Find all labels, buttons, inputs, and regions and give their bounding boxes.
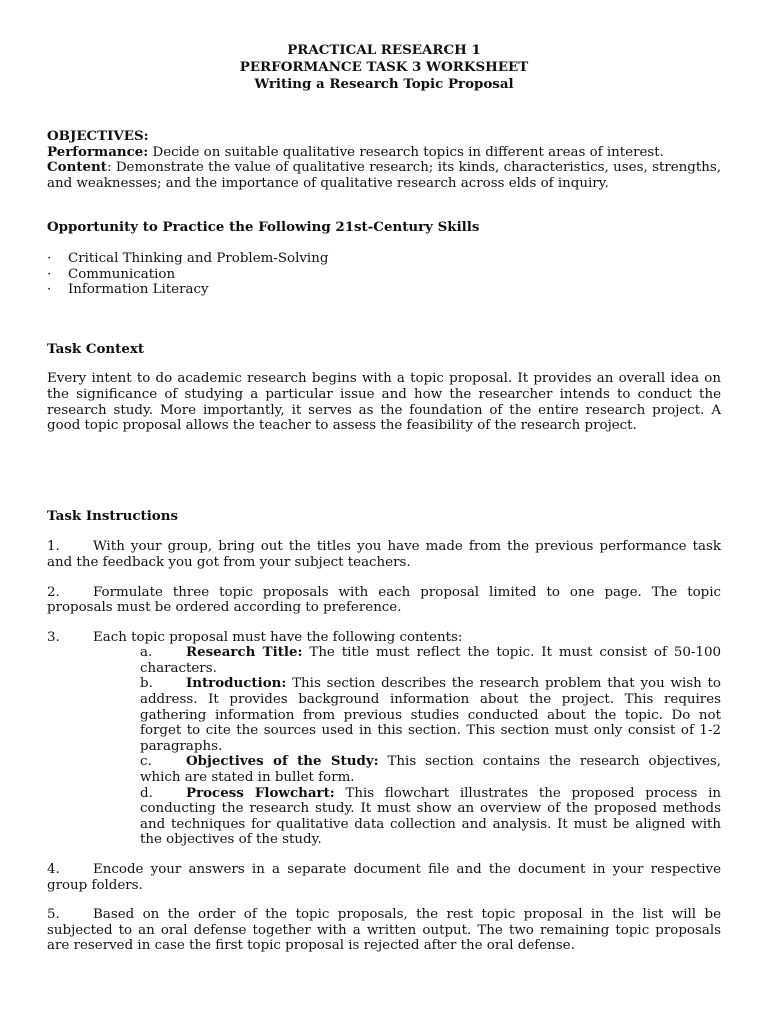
list-item: [140, 754, 721, 785]
objectives-heading: OBJECTIVES:: [47, 128, 149, 144]
step-number: 4.: [47, 862, 60, 877]
list-item: [140, 676, 721, 754]
task-context-heading: Task Context: [47, 340, 145, 357]
step-text: Each topic proposal must have the following contents:: [93, 629, 463, 645]
bullet-icon: ·: [47, 282, 52, 298]
list-item: [47, 267, 721, 283]
content-text: : Demonstrate the value of qualitative research; its kinds, characteristics, uses, strengths, and weaknesses; and the importance of qualitative research across elds of inquiry.: [47, 160, 721, 191]
item-label: Introduction:: [186, 675, 287, 692]
item-text: This section contains the research objectives, which are stated in bullet form.: [140, 754, 721, 786]
step-number: 1.: [47, 539, 60, 555]
proposal-contents-list: [140, 645, 721, 848]
objectives-section: [47, 129, 721, 191]
instruction-step: [47, 630, 721, 646]
list-item: [140, 786, 721, 848]
step-text: With your group, bring out the titles you have made from the previous performance task and the feedback you got from your subject teachers.: [47, 539, 721, 570]
instruction-step: [47, 907, 721, 954]
performance-label: Performance:: [47, 143, 149, 160]
course-title: PRACTICAL RESEARCH 1: [287, 42, 481, 58]
step-text: Based on the order of the topic proposals, the rest topic proposal in the list will be subjected to an oral defense together with a written output. The two remaining topic proposals are reserved in case the first topic proposal is rejected after the oral defense.: [47, 907, 721, 954]
performance-text: Decide on suitable qualitative research topics in different areas of interest.: [148, 144, 664, 160]
item-letter: c.: [140, 754, 152, 770]
content-label: Content: [47, 159, 107, 176]
bullet-icon: ·: [47, 250, 52, 266]
skill-label: Information Literacy: [68, 282, 209, 298]
item-text: This flowchart illustrates the proposed process in conducting the research study. It must show an overview of the proposed methods and techniques for qualitative data collection and analysis. It must be aligned with the objectives of the study.: [140, 785, 721, 848]
task-instructions-heading: Task Instructions: [47, 507, 178, 524]
item-text: The title must reflect the topic. It must consist of 50-100 characters.: [140, 645, 721, 676]
skills-list: [47, 251, 721, 298]
document-title-block: [47, 42, 721, 93]
instruction-step: [47, 585, 721, 616]
item-text: This section describes the research problem that you wish to address. It provides background information about the project. This requires gathering information from previous studies conducted about the topic. Do not forget to cite the sources used in this section. This section must only consist of 1-2 paragraphs.: [140, 676, 721, 754]
skills-heading: Opportunity to Practice the Following 21st-Century Skills: [47, 219, 480, 236]
list-item: [140, 645, 721, 676]
worksheet-subtitle: Writing a Research Topic Proposal: [254, 76, 514, 92]
skill-label: Critical Thinking and Problem-Solving: [68, 250, 329, 266]
content-objective: [47, 160, 721, 191]
item-label: Research Title:: [186, 644, 303, 661]
step-text: Formulate three topic proposals with each proposal limited to one page. The topic proposals must be ordered according to preference.: [47, 584, 721, 616]
step-number: 2.: [47, 584, 60, 600]
item-label: Process Flowchart:: [186, 784, 335, 801]
step-number: 5.: [47, 907, 60, 923]
instruction-step: [47, 862, 721, 893]
item-letter: a.: [140, 645, 153, 661]
bullet-icon: ·: [47, 266, 52, 282]
list-item: [47, 282, 721, 298]
performance-objective: [47, 145, 721, 161]
worksheet-title: PERFORMANCE TASK 3 WORKSHEET: [239, 59, 529, 75]
step-text: Encode your answers in a separate document file and the document in your respective group folders.: [47, 862, 721, 893]
item-letter: d.: [140, 785, 153, 801]
task-context-body: Every intent to do academic research begins with a topic proposal. It provides an overall idea on the significance of studying a particular issue and how the researcher intends to conduct the research study. More importantly, it serves as the foundation of the entire research project. A good topic proposal allows the teacher to assess the feasibility of the research project.: [47, 371, 721, 434]
item-letter: b.: [140, 676, 153, 692]
list-item: [47, 251, 721, 267]
step-number: 3.: [47, 629, 60, 645]
item-label: Objectives of the Study:: [186, 753, 379, 770]
skill-label: Communication: [68, 266, 176, 282]
instruction-step: [47, 539, 721, 570]
